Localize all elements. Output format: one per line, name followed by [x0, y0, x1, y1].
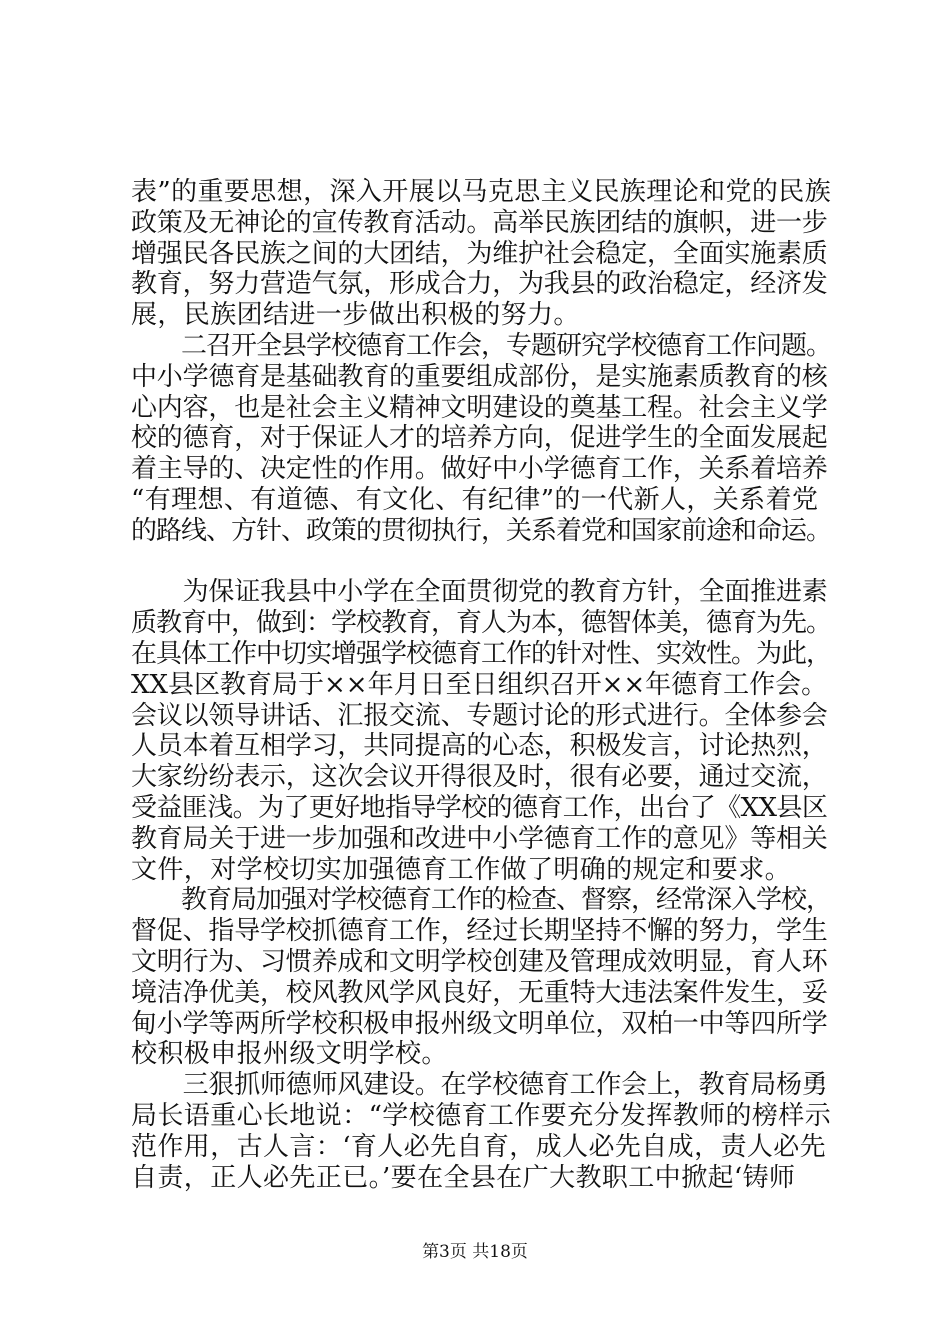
blank-line [131, 547, 831, 578]
text-line: 二召开全县学校德育工作会，专题研究学校德育工作问题。 [131, 330, 832, 361]
text-line: 甸小学等两所学校积极申报州级文明单位，双柏一中等四所学 [131, 1008, 828, 1039]
text-line: 文明行为、习惯养成和文明学校创建及管理成效明显，育人环 [131, 946, 828, 977]
text-line: 着主导的、决定性的作用。做好中小学德育工作，关系着培养 [131, 454, 828, 485]
text-line: 表”的重要思想，深入开展以马克思主义民族理论和党的民族 [131, 177, 832, 207]
text-line: 校的德育，对于保证人才的培养方向，促进学生的全面发展起 [131, 423, 828, 454]
text-line: 自责，正人必先正已。’要在全县在广大教职工中掀起‘铸师 [131, 1162, 796, 1193]
text-line: 质教育中，做到：学校教育，育人为本，德智体美，德育为先。 [131, 608, 832, 639]
text-line: XX县区教育局于××年月日至日组织召开××年德育工作会。 [131, 669, 828, 700]
text-line: 增强民各民族之间的大团结，为维护社会稳定，全面实施素质 [131, 238, 828, 269]
text-line: 会议以领导讲话、汇报交流、专题讨论的形式进行。全体参会 [131, 700, 828, 731]
text-line: 教育，努力营造气氛，形成合力，为我县的政治稳定，经济发 [131, 269, 828, 300]
document-body [131, 177, 831, 1193]
text-line: 的路线、方针、政策的贯彻执行，关系着党和国家前途和命运。 [131, 515, 832, 546]
text-line: 校积极申报州级文明学校。 [131, 1039, 448, 1070]
page-number-footer: 第3页 共18页 [422, 1242, 528, 1262]
text-line: 人员本着互相学习，共同提高的心态，积极发言，讨论热烈， [131, 731, 828, 762]
text-line: “有理想、有道德、有文化、有纪律”的一代新人，关系着党 [131, 484, 819, 515]
text-line: 政策及无神论的宣传教育活动。高举民族团结的旗帜，进一步 [131, 207, 828, 238]
text-line: 局长语重心长地说：“学校德育工作要充分发挥教师的榜样示 [131, 1100, 832, 1131]
text-line: 受益匪浅。为了更好地指导学校的德育工作，出台了《XX县区 [131, 792, 828, 823]
text-line: 教育局关于进一步加强和改进中小学德育工作的意见》等相关 [131, 823, 828, 854]
text-line: 教育局加强对学校德育工作的检查、督察，经常深入学校， [131, 885, 832, 916]
text-line: 在具体工作中切实增强学校德育工作的针对性、实效性。为此， [131, 638, 832, 669]
text-line: 督促、指导学校抓德育工作，经过长期坚持不懈的努力，学生 [131, 916, 828, 947]
text-line: 境洁净优美，校风教风学风良好，无重特大违法案件发生，妥 [131, 977, 828, 1008]
text-line: 文件，对学校切实加强德育工作做了明确的规定和要求。 [131, 854, 792, 885]
text-line: 范作用，古人言：‘育人必先自育，成人必先自成，责人必先 [131, 1131, 827, 1162]
text-line: 中小学德育是基础教育的重要组成部份，是实施素质教育的核 [131, 361, 828, 392]
text-line: 大家纷纷表示，这次会议开得很及时，很有必要，通过交流， [131, 762, 828, 793]
text-line: 心内容，也是社会主义精神文明建设的奠基工程。社会主义学 [131, 392, 828, 423]
text-line: 展，民族团结进一步做出积极的努力。 [131, 300, 580, 331]
text-line: 三狠抓师德师风建设。在学校德育工作会上，教育局杨勇 [131, 1070, 828, 1101]
text-line: 为保证我县中小学在全面贯彻党的教育方针，全面推进素 [131, 577, 828, 608]
